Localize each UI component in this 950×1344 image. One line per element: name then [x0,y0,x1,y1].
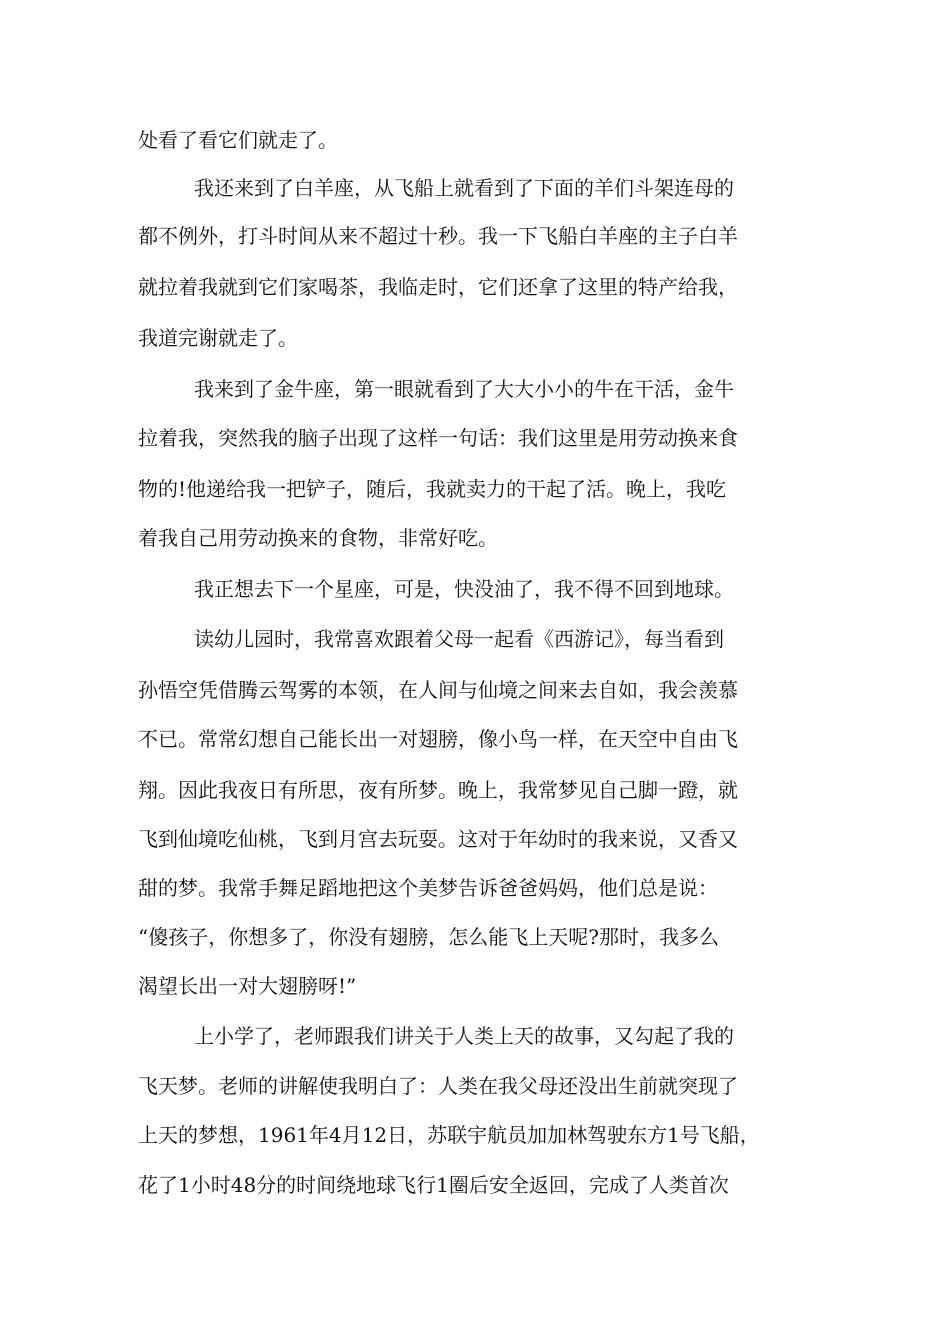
text-line-20: 飞天梦。老师的讲解使我明白了：人类在我父母还没出生前就突现了 [138,1074,738,1098]
text-line-8: 物的!他递给我一把铲子，随后，我就卖力的干起了活。晚上，我吃 [138,477,727,501]
text-line-9: 着我自己用劳动换来的食物，非常好吃。 [138,526,498,550]
text-line-7: 拉着我，突然我的脑子出现了这样一句话：我们这里是用劳动换来食 [138,426,738,450]
text-line-12: 孙悟空凭借腾云驾雾的本领，在人间与仙境之间来去自如，我会羡慕 [138,678,738,702]
text-line-22: 花了1小时48分的时间绕地球飞行1圈后安全返回，完成了人类首次 [138,1173,729,1197]
text-line-2: 我还来到了白羊座，从飞船上就看到了下面的羊们斗架连母的 [194,176,734,200]
text-line-14: 翔。因此我夜日有所思，夜有所梦。晚上，我常梦见自己脚一蹬，就 [138,778,738,802]
text-line-6: 我来到了金牛座，第一眼就看到了大大小小的牛在干活，金牛 [194,377,734,401]
text-line-4: 就拉着我就到它们家喝茶，我临走时，它们还拿了这里的特产给我， [138,275,738,299]
text-line-15: 飞到仙境吃仙桃，飞到月宫去玩耍。这对于年幼时的我来说，又香又 [138,827,738,851]
text-line-1: 处看了看它们就走了。 [138,128,338,152]
text-line-19: 上小学了，老师跟我们讲关于人类上天的故事，又勾起了我的 [194,1024,734,1048]
text-line-11: 读幼儿园时，我常喜欢跟着父母一起看《西游记》，每当看到 [194,627,724,651]
text-line-3: 都不例外，打斗时间从来不超过十秒。我一下飞船白羊座的主子白羊 [138,224,738,248]
text-line-17: “傻孩子，你想多了，你没有翅膀，怎么能飞上天呢?那时，我多么 [138,925,719,949]
text-line-10: 我正想去下一个星座，可是，快没油了，我不得不回到地球。 [194,577,734,601]
text-line-18: 渴望长出一对大翅膀呀!” [138,974,357,998]
text-line-13: 不已。常常幻想自己能长出一对翅膀，像小鸟一样，在天空中自由飞 [138,727,738,751]
text-line-5: 我道完谢就走了。 [138,326,298,350]
text-line-16: 甜的梦。我常手舞足蹈地把这个美梦告诉爸爸妈妈，他们总是说： [138,876,718,900]
text-line-21: 上天的梦想，1961年4月12日，苏联宇航员加加林驾驶东方1号飞船， [138,1123,760,1147]
